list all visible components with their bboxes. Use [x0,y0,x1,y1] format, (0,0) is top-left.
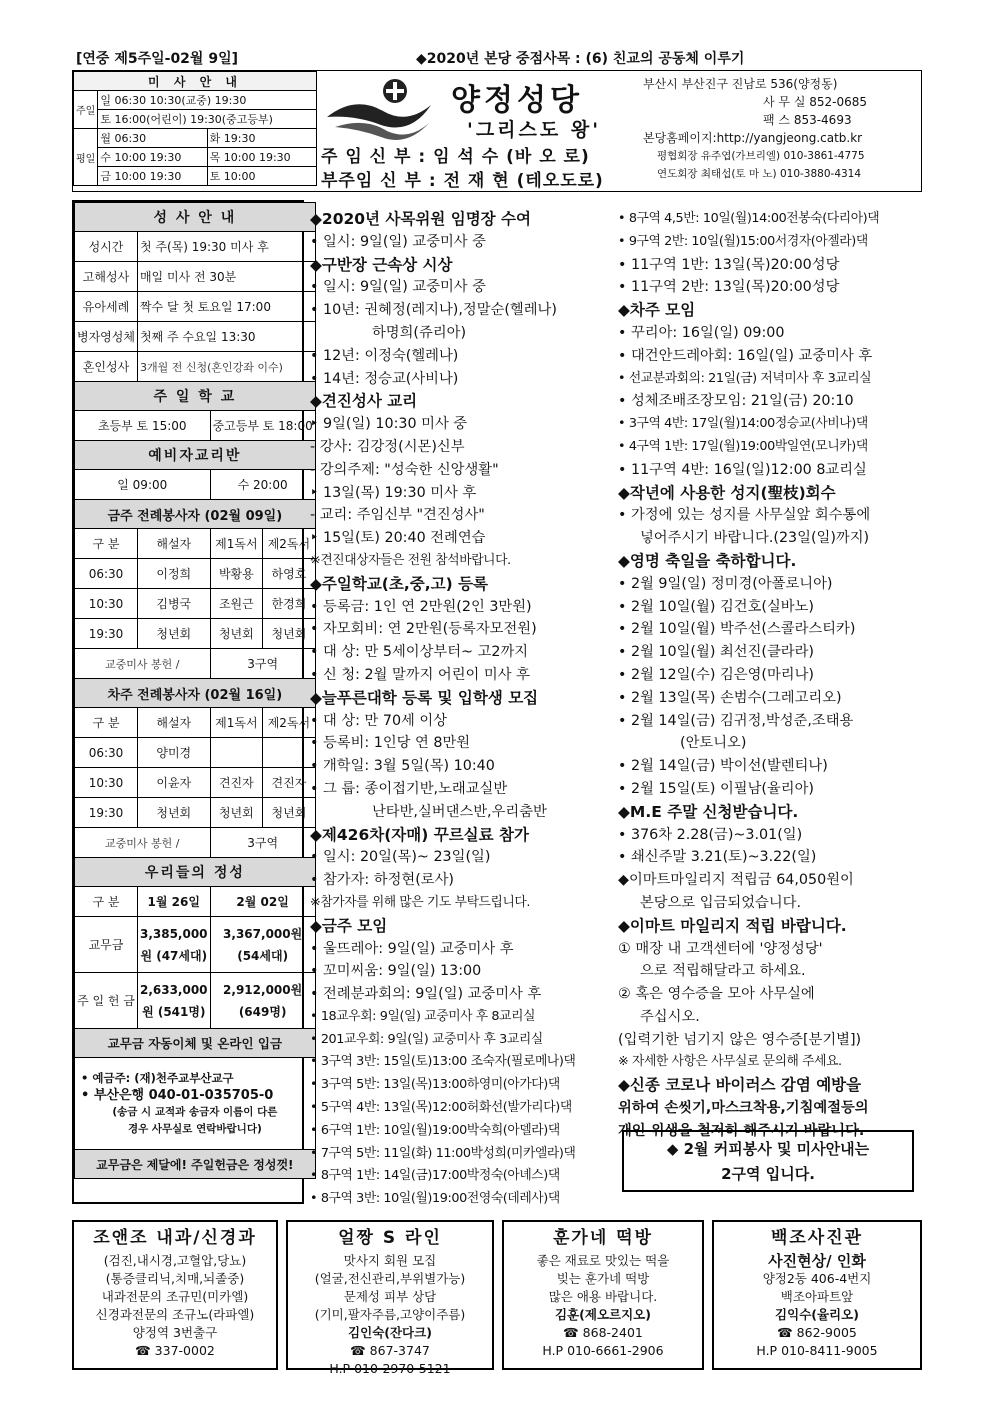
ad-line: (통증클리닉,치매,뇌졸중) [105,1271,245,1286]
sacrament-time: 짝수 달 첫 토요일 17:00 [137,292,315,322]
priest-block [321,145,604,193]
weekday-label: 평일 [74,129,98,186]
sacrament-name: 유아세례 [75,292,138,322]
ad-line: 김인숙(잔다크) [348,1325,432,1340]
top-banner [72,48,922,68]
this-week-liturgy-title: 금주 전례봉사자 (02월 09일) [75,500,316,529]
announcement-line: 주십시오. [640,1008,700,1025]
liturgy-header: 해설자 [137,708,210,738]
liturgy-header: 구 분 [75,529,138,559]
offering-amount: 3,367,000원 (54세대) [210,917,315,973]
offering-header: 1월 26일 [137,887,210,917]
announcement-heading: ◆2020년 사목위원 임명장 수여 [310,210,531,228]
sacrament-time: 매일 미사 전 30분 [137,262,315,292]
announcement-line: 개인 위생을 철저히 해주시기 바랍니다. [618,1122,865,1139]
announcement-line: • 꼬미씨움: 9일(일) 13:00 [310,963,482,980]
announcement-line: • 참가자: 하정현(로사) [310,872,454,889]
transfer-title: 교무금 자동이체 및 온라인 입금 [75,1029,316,1058]
ad-line: ☎ 862-9005 [777,1325,857,1340]
secondary-class: 중고등부 토 18:00 [210,411,315,441]
sacrament-name: 고해성사 [75,262,138,292]
pastor-name: 주 임 신 부 : 임 석 수 (바 오 로) [321,147,590,167]
announcement-heading: ◆신종 코로나 바이러스 감염 예방을 [618,1076,862,1095]
announcement-line: • 쇄신주말 3.21(토)~3.22(일) [618,849,817,866]
announcement-line: • 14년: 정승교(사비나) [310,370,459,387]
liturgy-cell: 06:30 [75,738,138,768]
ad-line: 사진현상/ 인화 [768,1252,866,1270]
ad-title: 훈가네 떡방 [552,1228,654,1248]
mass-cell: 월 06:30 [98,129,207,148]
announcement-heading: ◆차주 모임 [618,301,696,320]
liturgy-cell: 10:30 [75,768,138,798]
announcement-line: 으로 적립해달라고 하세요. [640,963,806,980]
ad-line: 양정2동 406-4번지 [762,1271,872,1286]
parish-logo [325,77,433,141]
ad-box [286,1220,494,1376]
announcement-heading: ◆M.E 주말 신청받습니다. [618,802,799,821]
transfer-line: • 예금주: (재)천주교부산교구 [81,1070,234,1085]
offering-amount: 3,385,000원 (47세대) [137,917,210,973]
ad-line: 김익수(율리오) [775,1307,859,1322]
catechumen-title: 예비자교리반 [75,441,316,470]
announcement-line: • 일시: 9일(일) 교중미사 중 [310,233,486,250]
sacrament-name: 성시간 [75,232,138,262]
liturgy-cell: 10:30 [75,589,138,619]
announcement-line: - 강사: 김강정(시몬)신부 [310,438,465,455]
mass-cell: 목 10:00 19:30 [207,148,316,167]
announcement-line: • 18교우회: 9일(일) 교중미사 후 8교리실 [310,1008,536,1024]
announcement-line: • 2월 13일(목) 손범수(그레고리오) [618,689,842,706]
liturgy-cell: 견진자 [263,768,316,798]
liturgy-cell: 청년회 [137,798,210,828]
ad-line: 신경과전문의 조규노(라파엘) [95,1307,255,1322]
announcement-line: • 2월 10일(월) 박주선(스콜라스티카) [618,621,856,638]
ad-line: (기미,팔자주름,고양이주름) [314,1307,466,1322]
announcement-line: • 등록금: 1인 연 2만원(2인 3만원) [310,598,532,615]
liturgy-cell: 박황용 [210,559,263,589]
announcement-line: • 4구역 1반: 17일(월)19:00박일연(모니카)댁 [618,438,868,454]
announcement-line: • 6구역 1반: 10일(월)19:00박숙희(아델라)댁 [310,1122,560,1138]
ad-line: 백조아파트앞 [780,1289,854,1304]
announcement-line: • 전례분과회의: 9일(일) 교중미사 후 [310,986,542,1003]
announcement-heading: ◆이마트 마일리지 적립 바랍니다. [618,916,847,935]
parish-name: 양정성당 [451,83,583,118]
announcement-line: • 8구역 4,5반: 10일(월)14:00전봉숙(다리아)댁 [618,211,880,226]
ad-line: (얼굴,전신관리,부위별가능) [314,1271,466,1286]
offerings-title: 우리들의 정성 [75,858,316,887]
ad-line: ☎ 868-2401 [563,1325,643,1340]
announcement-line: • 성체조배조장모임: 21일(금) 20:10 [618,393,854,410]
announcement-line: • 3구역 4반: 17일(월)14:00정승교(사비나)댁 [618,416,868,432]
announcement-line: • 일시: 20일(목)~ 23일(일) [310,849,491,866]
ad-line: 빚는 훈가네 떡방 [556,1271,650,1286]
announcement-line: ◆이마트마일리지 적립금 64,050원이 [618,872,854,889]
offering-duty-district: 3구역 [210,649,315,679]
liturgy-header: 해설자 [137,529,210,559]
liturgy-cell: 김병국 [137,589,210,619]
homepage-link[interactable]: 본당홈페이지:http://yangjeong.catb.kr [643,131,863,145]
announcement-line: • 2월 15일(토) 이필남(율리아) [618,780,814,797]
sacrament-name: 혼인성사 [75,352,138,382]
ad-line: H.P 010-2970-5121 [329,1361,451,1376]
left-info-table [74,202,316,1179]
liturgy-header: 제1독서 [210,708,263,738]
announcement-line: ‣ 15일(토) 20:40 전례연습 [310,530,486,547]
announcement-heading: ◆구반장 근속상 시상 [310,255,453,274]
parish-subtitle: '그리스도 왕' [467,119,602,141]
liturgy-cell: 이정희 [137,559,210,589]
announcement-heading: ◆주일학교(초,중,고) 등록 [310,574,489,593]
liturgy-cell: 청년회 [137,619,210,649]
ad-title: 백조사진관 [770,1228,864,1248]
announcement-line: • 가정에 있는 성지를 사무실앞 회수통에 [618,507,871,524]
announcement-line: 난타반,실버댄스반,우리춤반 [372,803,547,820]
ad-title: 조앤조 내과/신경과 [93,1228,257,1248]
announcement-line: • 그 룹: 종이접기반,노래교실반 [310,780,508,797]
sacrament-time: 첫째 주 수요일 13:30 [137,322,315,352]
notice-line: 2구역 입니다. [721,1165,815,1183]
sacrament-time: 3개월 전 신청(혼인강좌 이수) [137,352,315,382]
announcement-line: • 12년: 이정숙(헬레나) [310,347,459,364]
announcement-line: • 8구역 1반: 14일(금)17:00박정숙(아녜스)댁 [310,1168,560,1184]
announcement-line: (안토니오) [680,735,747,752]
ad-line: 맛사지 회원 모집 [343,1253,437,1268]
announcement-line: • 201교우회: 9일(일) 교중미사 후 3교리실 [310,1031,543,1047]
offering-type: 주 일 헌 금 [75,973,138,1029]
liturgy-cell: 06:30 [75,559,138,589]
offering-duty-label: 교중미사 봉헌 / [75,828,211,858]
announcement-line: • 대 상: 만 5세이상부터~ 고2까지 [310,644,529,661]
ad-line: ☎ 867-3747 [350,1343,430,1358]
address: 부산시 부산진구 진남로 536(양정동) [643,77,838,91]
announcement-line: 본당으로 입금되었습니다. [640,894,802,911]
liturgy-header: 제2독서 [263,529,316,559]
liturgy-cell: 견진자 [210,768,263,798]
transfer-line: (송금 시 교적과 송금자 이름이 다른 [112,1105,278,1118]
sacraments-title: 성 사 안 내 [75,203,316,232]
announcement-heading: ◆금주 모임 [310,916,388,935]
council-chair: 평협회장 유주엽(가브리엘) 010-3861-4775 [657,150,865,162]
contact-block [643,75,867,183]
liturgy-cell: 청년회 [210,619,263,649]
ad-line: 좋은 재료로 맛있는 떡을 [536,1253,670,1268]
ad-line: 양정역 3번출구 [132,1325,218,1340]
left-info-panel [72,200,313,1204]
announcement-line: • 11구역 1반: 13일(목)20:00성당 [618,256,840,273]
liturgy-cell: 이윤자 [137,768,210,798]
announcement-line: • 376차 2.28(금)~3.01(일) [618,826,803,843]
prayer-chair: 연도회장 최태섭(토 마 노) 010-3880-4314 [657,168,862,180]
announcement-line: • 3구역 3반: 15일(토)13:00 조숙자(필로메나)댁 [310,1054,576,1070]
announcement-line: • 2월 14일(금) 김귀정,박성준,조태용 [618,712,854,729]
announcement-line: • 2월 10일(월) 김건호(실바노) [618,598,814,615]
announcement-line: 하명희(쥬리아) [372,324,467,341]
ad-line: 김훈(제오르지오) [555,1307,651,1322]
announcement-line: ※ 자세한 사항은 사무실로 문의해 주세요. [618,1054,842,1070]
liturgy-cell: 한경희 [263,589,316,619]
catechumen-wednesday: 수 20:00 [210,470,315,500]
sunday-school-title: 주 일 학 교 [75,382,316,411]
tithe-reminder: 교무금은 제달에! 주일헌금은 정성껏! [75,1150,316,1179]
offering-duty-district: 3구역 [210,828,315,858]
mass-cell: 금 10:00 19:30 [98,167,207,186]
elementary-class: 초등부 토 15:00 [75,411,211,441]
announcement-line: • 2월 12일(수) 김은영(마리나) [618,666,814,683]
announcement-line: ① 매장 내 고객센터에 '양정성당' [618,940,823,957]
ad-box [712,1220,922,1370]
announcement-line: • 울뜨레아: 9일(일) 교중미사 후 [310,940,514,957]
mass-schedule-title: 미 사 안 내 [74,72,317,91]
ad-line: 내과전문의 조규민(미카엘) [101,1289,249,1304]
liturgy-header: 제1독서 [210,529,263,559]
liturgy-cell: 19:30 [75,798,138,828]
coffee-service-notice [622,1130,914,1192]
announcement-line: • 선교분과회의: 21일(금) 저녁미사 후 3교리실 [618,370,872,386]
liturgy-cell: 청년회 [263,619,316,649]
announcement-line: • 2월 9일(일) 정미경(아폴로니아) [618,575,833,592]
liturgy-cell [263,738,316,768]
liturgy-header: 구 분 [75,708,138,738]
mass-cell: 일 06:30 10:30(교중) 19:30 [98,91,317,110]
offering-header: 구 분 [75,887,138,917]
transfer-details [75,1058,316,1150]
announcement-line: ※견진대상자들은 전원 참석바랍니다. [310,552,511,568]
announcement-line: ‣ 9일(일) 10:30 미사 중 [310,416,468,433]
announcement-line: • 대 상: 만 70세 이상 [310,712,448,729]
announcement-line: • 5구역 4반: 13일(목)12:00허화선(발가리다)댁 [310,1100,572,1116]
announcement-heading: ◆늘푸른대학 등록 및 입학생 모집 [310,688,539,707]
announcement-line: • 11구역 2반: 13일(목)20:00성당 [618,279,840,296]
fax-number: 팩 스 853-4693 [763,113,852,127]
liturgy-cell [210,738,263,768]
announcement-heading: ◆견진성사 교리 [310,392,418,411]
announcement-line: • 개학일: 3월 5일(목) 10:40 [310,758,495,775]
mass-cell: 토 16:00(어린이) 19:30(중고등부) [98,110,317,129]
announcement-line: • 2월 14일(금) 박이선(발렌티나) [618,758,828,775]
transfer-line: • 부산은행 040-01-035705-0 [81,1087,274,1103]
announcement-line: • 대건안드레아회: 16일(일) 교중미사 후 [618,347,873,364]
announcement-line: ② 혹은 영수증을 모아 사무실에 [618,986,815,1003]
announcement-line: 넣어주시기 바랍니다.(23일(일)까지) [640,530,870,547]
liturgy-cell: 양미경 [137,738,210,768]
liturgy-cell: 하영호 [263,559,316,589]
offering-type: 교무금 [75,917,138,973]
announcement-line: • 일시: 9일(일) 교중미사 중 [310,279,486,296]
offering-amount: 2,633,000원 (541명) [137,973,210,1029]
catechumen-sunday: 일 09:00 [75,470,211,500]
announcement-line: ※참가자를 위해 많은 기도 부탁드립니다. [310,894,531,910]
masthead [72,70,922,192]
announcement-line: • 8구역 3반: 10일(월)19:00전영숙(데레사)댁 [310,1191,560,1207]
offering-header: 2월 02일 [210,887,315,917]
assistant-pastor-name: 부주임 신 부 : 전 재 현 (테오도로) [321,171,604,191]
liturgy-cell: 19:30 [75,619,138,649]
next-week-liturgy-title: 차주 전례봉사자 (02월 16일) [75,679,316,708]
announcement-line: - 강의주제: "성숙한 신앙생활" [310,461,499,478]
mass-schedule-table [73,71,317,186]
announcement-line: • 등록비: 1인당 연 8만원 [310,735,471,752]
ad-box [502,1220,704,1370]
middle-announcements [310,208,616,1211]
announcement-line: • 11구역 4반: 16일(일)12:00 8교리실 [618,461,867,478]
mass-cell: 화 19:30 [207,129,316,148]
announcement-line: • 10년: 권혜정(레지나),정말순(헬레나) [310,302,557,319]
announcement-line: • 2월 10일(월) 최선진(클라라) [618,644,814,661]
liturgy-cell: 청년회 [263,798,316,828]
liturgy-cell: 청년회 [210,798,263,828]
sacrament-time: 첫 주(목) 19:30 미사 후 [137,232,315,262]
liturgy-cell: 조원근 [210,589,263,619]
announcement-line: (입력기한 넘기지 않은 영수증[분기별]) [618,1031,862,1048]
ad-line: ☎ 337-0002 [135,1343,215,1358]
mass-cell: 토 10:00 [207,167,316,186]
issue-date: [연중 제5주일-02월 9일] [76,51,238,67]
offering-amount: 2,912,000원 (649명) [210,973,315,1029]
announcement-line: 위하여 손씻기,마스크착용,기침예절등의 [618,1100,869,1117]
advertisement-row [72,1220,922,1376]
ad-line: H.P 010-6661-2906 [542,1343,664,1358]
sunday-label: 주일 [74,91,98,129]
announcement-heading: ◆영명 축일을 축하합니다. [618,551,797,570]
office-phone: 사 무 실 852-0685 [763,95,867,109]
transfer-line: 경우 사무실로 연락바랍니다) [127,1122,262,1135]
liturgy-header: 제2독서 [263,708,316,738]
ad-line: 문제성 피부 상담 [343,1289,437,1304]
ad-box [72,1220,278,1370]
announcement-heading: ◆작년에 사용한 성지(聖枝)회수 [618,483,836,502]
notice-line: ◆ 2월 커피봉사 및 미사안내는 [666,1140,870,1158]
announcement-line: • 9구역 2반: 10일(월)15:00서경자(아젤라)댁 [618,233,868,249]
ad-line: 많은 애용 바랍니다. [548,1289,658,1304]
pastoral-theme: ◆2020년 본당 중점사목 : (6) 친교의 공동체 이루기 [416,51,745,67]
announcement-line: - 교리: 주임신부 "견진성사" [310,507,485,524]
announcement-line: ‣ 13일(목) 19:30 미사 후 [310,484,477,501]
mass-cell: 수 10:00 19:30 [98,148,207,167]
announcement-line: • 자모회비: 연 2만원(등록자모전원) [310,621,537,638]
ad-line: (검진,내시경,고혈압,당뇨) [103,1253,247,1268]
announcement-line: • 3구역 5반: 13일(목)13:00하영미(아가다)댁 [310,1077,560,1093]
announcement-line: • 꾸리아: 16일(일) 09:00 [618,324,785,341]
ad-line: H.P 010-8411-9005 [756,1343,878,1358]
ad-title: 얼짱 S 라인 [338,1228,442,1248]
right-announcements [618,208,922,1143]
announcement-line: • 7구역 5반: 11일(화) 11:00박성희(미카엘라)댁 [310,1145,576,1161]
announcement-heading: ◆제426차(자매) 꾸르실료 참가 [310,825,529,844]
offering-duty-label: 교중미사 봉헌 / [75,649,211,679]
sacrament-name: 병자영성체 [75,322,138,352]
announcement-line: • 신 청: 2월 말까지 어린이 미사 후 [310,666,530,683]
